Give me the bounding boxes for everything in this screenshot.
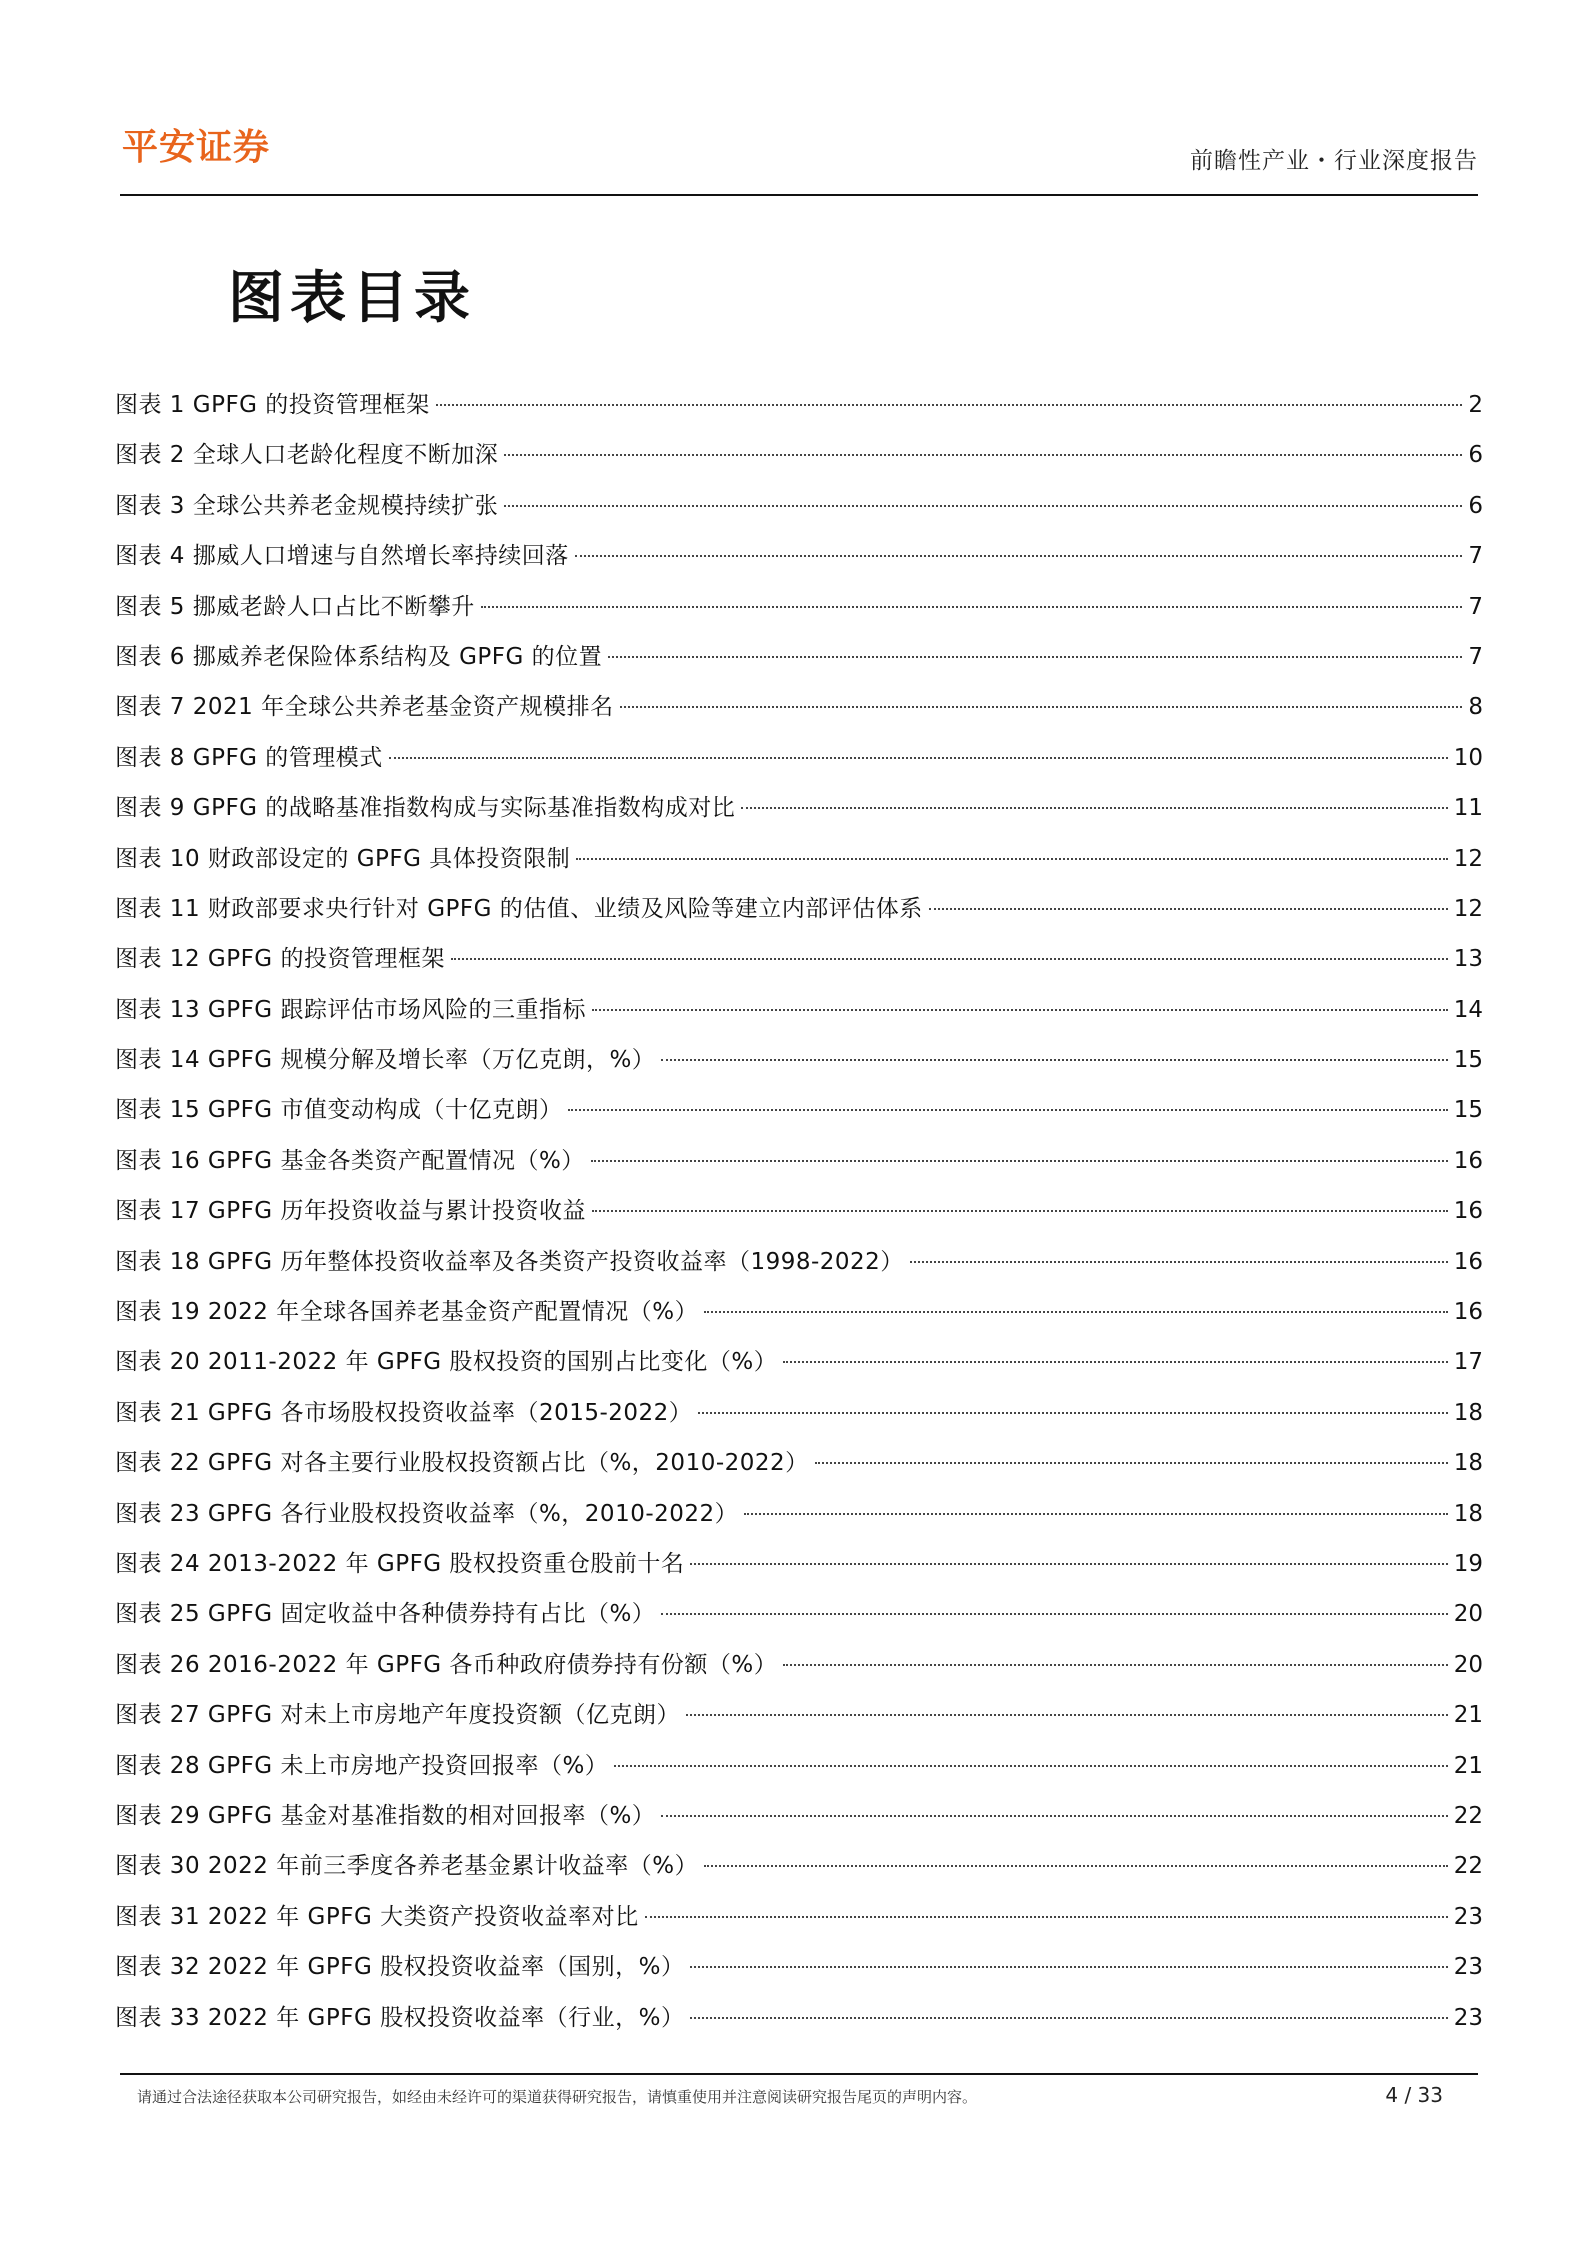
toc-entry-title[interactable]: 图表 24 2013-2022 年 GPFG 股权投资重仓股前十名 (115, 1550, 685, 1577)
toc-entry[interactable] (115, 783, 1483, 833)
toc-entry[interactable] (115, 1841, 1483, 1891)
toc-entry[interactable] (115, 1337, 1483, 1387)
toc-entry-title[interactable]: 图表 13 GPFG 跟踪评估市场风险的三重指标 (115, 996, 586, 1023)
toc-entry-title[interactable]: 图表 8 GPFG 的管理模式 (115, 744, 383, 771)
toc-entry-title[interactable]: 图表 31 2022 年 GPFG 大类资产投资收益率对比 (115, 1903, 639, 1930)
toc-entry-title[interactable]: 图表 23 GPFG 各行业股权投资收益率（%，2010-2022） (115, 1500, 739, 1527)
toc-entry-page[interactable]: 23 (1453, 1954, 1483, 1981)
toc-entry[interactable] (115, 430, 1483, 480)
toc-dot-leader (815, 1462, 1448, 1464)
toc-entry-title[interactable]: 图表 19 2022 年全球各国养老基金资产配置情况（%） (115, 1299, 699, 1326)
toc-dot-leader (389, 757, 1448, 759)
table-of-figures (115, 380, 1483, 2043)
toc-dot-leader (910, 1261, 1448, 1263)
toc-entry-page[interactable]: 10 (1453, 744, 1483, 771)
toc-entry-title[interactable]: 图表 4 挪威人口增速与自然增长率持续回落 (115, 543, 569, 570)
toc-entry[interactable] (115, 1741, 1483, 1791)
toc-dot-leader (661, 1815, 1447, 1817)
toc-dot-leader (504, 505, 1462, 507)
toc-dot-leader (620, 706, 1463, 708)
toc-entry-title[interactable]: 图表 7 2021 年全球公共养老基金资产规模排名 (115, 694, 614, 721)
toc-dot-leader (704, 1311, 1448, 1313)
toc-entry-page[interactable]: 12 (1453, 895, 1483, 922)
toc-entry-page[interactable]: 16 (1453, 1147, 1483, 1174)
toc-dot-leader (690, 1966, 1447, 1968)
toc-entry-page[interactable]: 16 (1453, 1248, 1483, 1275)
toc-entry[interactable] (115, 1892, 1483, 1942)
toc-entry-page[interactable]: 18 (1453, 1399, 1483, 1426)
toc-entry-page[interactable]: 22 (1453, 1853, 1483, 1880)
toc-dot-leader (686, 1714, 1448, 1716)
toc-entry-title[interactable]: 图表 12 GPFG 的投资管理框架 (115, 946, 445, 973)
toc-entry-page[interactable]: 6 (1468, 442, 1483, 469)
toc-entry[interactable] (115, 934, 1483, 984)
toc-entry[interactable] (115, 682, 1483, 732)
page-header (120, 0, 1478, 196)
toc-dot-leader (576, 858, 1447, 860)
toc-entry-page[interactable]: 20 (1453, 1601, 1483, 1628)
toc-dot-leader (741, 807, 1447, 809)
toc-entry-title[interactable]: 图表 14 GPFG 规模分解及增长率（万亿克朗，%） (115, 1047, 656, 1074)
toc-dot-leader (575, 555, 1463, 557)
toc-entry-page[interactable]: 21 (1453, 1752, 1483, 1779)
toc-entry-page[interactable]: 14 (1453, 996, 1483, 1023)
header-divider (120, 194, 1478, 196)
toc-entry-title[interactable]: 图表 25 GPFG 固定收益中各种债券持有占比（%） (115, 1601, 656, 1628)
toc-entry-title[interactable]: 图表 6 挪威养老保险体系结构及 GPFG 的位置 (115, 643, 603, 670)
toc-dot-leader (783, 1664, 1447, 1666)
toc-entry-title[interactable]: 图表 21 GPFG 各市场股权投资收益率（2015-2022） (115, 1399, 693, 1426)
toc-entry-page[interactable]: 20 (1453, 1651, 1483, 1678)
toc-entry-page[interactable]: 23 (1453, 2004, 1483, 2031)
toc-entry-title[interactable]: 图表 5 挪威老龄人口占比不断攀升 (115, 593, 475, 620)
toc-dot-leader (744, 1513, 1448, 1515)
toc-entry[interactable] (115, 582, 1483, 632)
toc-dot-leader (690, 1563, 1447, 1565)
toc-entry-page[interactable]: 15 (1453, 1047, 1483, 1074)
toc-entry-title[interactable]: 图表 9 GPFG 的战略基准指数构成与实际基准指数构成对比 (115, 795, 736, 822)
toc-entry-title[interactable]: 图表 2 全球人口老龄化程度不断加深 (115, 442, 499, 469)
toc-entry-page[interactable]: 7 (1468, 543, 1483, 570)
toc-entry[interactable] (115, 1237, 1483, 1287)
toc-entry-title[interactable]: 图表 3 全球公共养老金规模持续扩张 (115, 492, 499, 519)
toc-entry-title[interactable]: 图表 27 GPFG 对未上市房地产年度投资额（亿克朗） (115, 1702, 680, 1729)
toc-entry[interactable] (115, 531, 1483, 581)
toc-entry-title[interactable]: 图表 20 2011-2022 年 GPFG 股权投资的国别占比变化（%） (115, 1349, 778, 1376)
toc-entry[interactable] (115, 1640, 1483, 1690)
footer-page-number: 4 / 33 (1385, 2083, 1443, 2107)
toc-dot-leader (451, 958, 1448, 960)
toc-dot-leader (690, 2017, 1447, 2019)
page-title: 图表目录 (228, 266, 476, 331)
toc-entry-page[interactable]: 16 (1453, 1198, 1483, 1225)
toc-entry-page[interactable]: 15 (1453, 1097, 1483, 1124)
toc-dot-leader (592, 1210, 1448, 1212)
toc-entry-page[interactable]: 18 (1453, 1500, 1483, 1527)
toc-entry[interactable] (115, 1589, 1483, 1639)
toc-entry[interactable] (115, 1388, 1483, 1438)
footer-disclaimer: 请通过合法途径获取本公司研究报告，如经由未经许可的渠道获得研究报告，请慎重使用并注意阅读研究报告尾页的声明内容。 (137, 2088, 978, 2106)
toc-dot-leader (704, 1865, 1448, 1867)
toc-dot-leader (614, 1765, 1447, 1767)
toc-entry[interactable] (115, 632, 1483, 682)
toc-entry-title[interactable]: 图表 11 财政部要求央行针对 GPFG 的估值、业绩及风险等建立内部评估体系 (115, 895, 923, 922)
toc-entry-title[interactable]: 图表 30 2022 年前三季度各养老基金累计收益率（%） (115, 1853, 699, 1880)
toc-dot-leader (481, 606, 1463, 608)
toc-entry-page[interactable]: 18 (1453, 1450, 1483, 1477)
toc-entry-title[interactable]: 图表 1 GPFG 的投资管理框架 (115, 392, 430, 418)
footer-divider (120, 2073, 1478, 2075)
toc-entry-page[interactable]: 23 (1453, 1903, 1483, 1930)
toc-entry[interactable] (115, 733, 1483, 783)
toc-entry[interactable] (115, 834, 1483, 884)
toc-entry[interactable] (115, 1791, 1483, 1841)
toc-entry-title[interactable]: 图表 17 GPFG 历年投资收益与累计投资收益 (115, 1198, 586, 1225)
toc-entry-title[interactable]: 图表 16 GPFG 基金各类资产配置情况（%） (115, 1147, 585, 1174)
toc-entry-page[interactable]: 22 (1453, 1802, 1483, 1829)
toc-entry[interactable] (115, 1993, 1483, 2043)
toc-entry[interactable] (115, 1438, 1483, 1488)
toc-entry-page[interactable]: 13 (1453, 946, 1483, 973)
toc-entry-page[interactable]: 12 (1453, 845, 1483, 872)
brand-logo: 平安证券 (122, 127, 271, 168)
toc-entry-page[interactable]: 2 (1468, 392, 1483, 418)
toc-entry-page[interactable]: 16 (1453, 1299, 1483, 1326)
toc-entry[interactable] (115, 1035, 1483, 1085)
toc-entry-title[interactable]: 图表 28 GPFG 未上市房地产投资回报率（%） (115, 1752, 609, 1779)
toc-entry[interactable] (115, 1136, 1483, 1186)
toc-dot-leader (661, 1059, 1447, 1061)
toc-entry-page[interactable]: 19 (1453, 1550, 1483, 1577)
toc-entry-title[interactable]: 图表 29 GPFG 基金对基准指数的相对回报率（%） (115, 1802, 656, 1829)
report-type-label: 前瞻性产业・行业深度报告 (1190, 148, 1478, 174)
toc-entry-title[interactable]: 图表 10 财政部设定的 GPFG 具体投资限制 (115, 845, 571, 872)
toc-entry-page[interactable]: 7 (1468, 643, 1483, 670)
toc-entry[interactable] (115, 1085, 1483, 1135)
toc-entry[interactable] (115, 1489, 1483, 1539)
toc-entry-title[interactable]: 图表 15 GPFG 市值变动构成（十亿克朗） (115, 1097, 563, 1124)
toc-entry-page[interactable]: 8 (1468, 694, 1483, 721)
toc-dot-leader (436, 404, 1463, 406)
toc-entry-title[interactable]: 图表 33 2022 年 GPFG 股权投资收益率（行业，%） (115, 2004, 685, 2031)
toc-dot-leader (608, 656, 1462, 658)
toc-dot-leader (645, 1916, 1448, 1918)
toc-dot-leader (698, 1412, 1447, 1414)
toc-dot-leader (591, 1160, 1448, 1162)
toc-entry[interactable] (115, 1690, 1483, 1740)
toc-dot-leader (783, 1361, 1447, 1363)
toc-entry-page[interactable]: 6 (1468, 492, 1483, 519)
toc-dot-leader (568, 1109, 1447, 1111)
toc-entry[interactable] (115, 1287, 1483, 1337)
toc-entry-page[interactable]: 21 (1453, 1702, 1483, 1729)
toc-dot-leader (592, 1009, 1448, 1011)
toc-entry-title[interactable]: 图表 32 2022 年 GPFG 股权投资收益率（国别，%） (115, 1954, 685, 1981)
toc-entry-title[interactable]: 图表 26 2016-2022 年 GPFG 各币种政府债券持有份额（%） (115, 1651, 778, 1678)
toc-dot-leader (929, 908, 1448, 910)
toc-entry-page[interactable]: 11 (1453, 795, 1483, 822)
toc-entry[interactable] (115, 481, 1483, 531)
toc-entry-title[interactable]: 图表 22 GPFG 对各主要行业股权投资额占比（%，2010-2022） (115, 1450, 809, 1477)
toc-entry[interactable] (115, 1186, 1483, 1236)
toc-entry[interactable] (115, 985, 1483, 1035)
toc-entry-title[interactable]: 图表 18 GPFG 历年整体投资收益率及各类资产投资收益率（1998-2022） (115, 1248, 904, 1275)
toc-entry[interactable] (115, 884, 1483, 934)
toc-entry[interactable] (115, 380, 1483, 430)
toc-entry[interactable] (115, 1942, 1483, 1992)
toc-dot-leader (661, 1613, 1447, 1615)
toc-entry[interactable] (115, 1539, 1483, 1589)
toc-entry-page[interactable]: 17 (1453, 1349, 1483, 1376)
toc-dot-leader (504, 454, 1462, 456)
toc-entry-page[interactable]: 7 (1468, 593, 1483, 620)
